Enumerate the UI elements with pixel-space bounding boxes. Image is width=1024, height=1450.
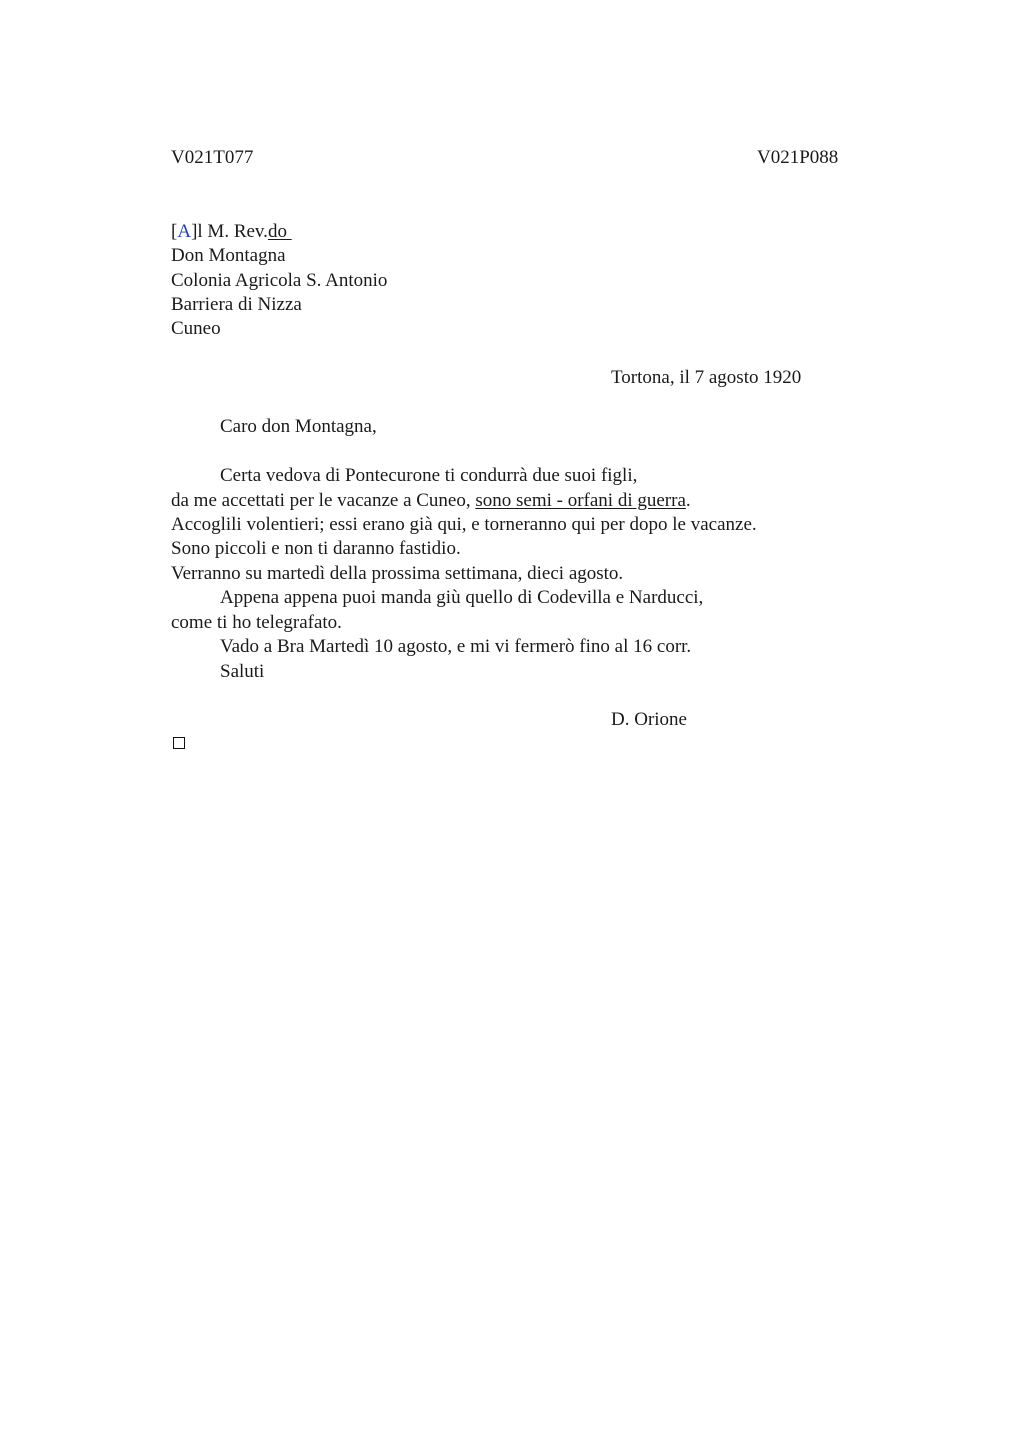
- document-code-left: V021T077: [171, 147, 254, 168]
- salutation: Caro don Montagna,: [220, 416, 377, 437]
- body-line: Sono piccoli e non ti daranno fastidio.: [171, 538, 461, 559]
- address-line-2: Don Montagna: [171, 245, 286, 266]
- bracket-open: [: [171, 221, 178, 242]
- address-abbreviation: do: [267, 221, 292, 242]
- body-line: Appena appena puoi manda giù quello di Codevilla e Narducci,: [220, 587, 704, 608]
- address-line-3: Colonia Agricola S. Antonio: [171, 270, 388, 291]
- address-line-4: Barriera di Nizza: [171, 294, 302, 315]
- underlined-text: sono semi - orfani di guerra: [475, 490, 686, 511]
- address-initial: A: [177, 221, 192, 242]
- end-marker-box-icon: [173, 737, 185, 749]
- closing: Saluti: [220, 661, 265, 682]
- body-line: come ti ho telegrafato.: [171, 612, 342, 633]
- body-line: Vado a Bra Martedì 10 agosto, e mi vi fermerò fino al 16 corr.: [220, 636, 692, 657]
- address-line-1: [171, 220, 292, 244]
- body-line: Accoglili volentieri; essi erano già qui, e torneranno qui per dopo le vacanze.: [171, 514, 757, 535]
- body-line: Certa vedova di Pontecurone ti condurrà due suoi figli,: [220, 465, 638, 486]
- document-code-right: V021P088: [757, 147, 839, 168]
- body-line: [171, 489, 691, 513]
- address-line-5: Cuneo: [171, 318, 221, 339]
- signature: D. Orione: [611, 709, 687, 730]
- body-line: Verranno su martedì della prossima settimana, dieci agosto.: [171, 563, 624, 584]
- body-text: .: [685, 490, 691, 511]
- body-text: da me accettati per le vacanze a Cuneo,: [171, 490, 476, 511]
- dateline: Tortona, il 7 agosto 1920: [611, 367, 802, 388]
- address-title: ]l M. Rev.: [191, 221, 268, 242]
